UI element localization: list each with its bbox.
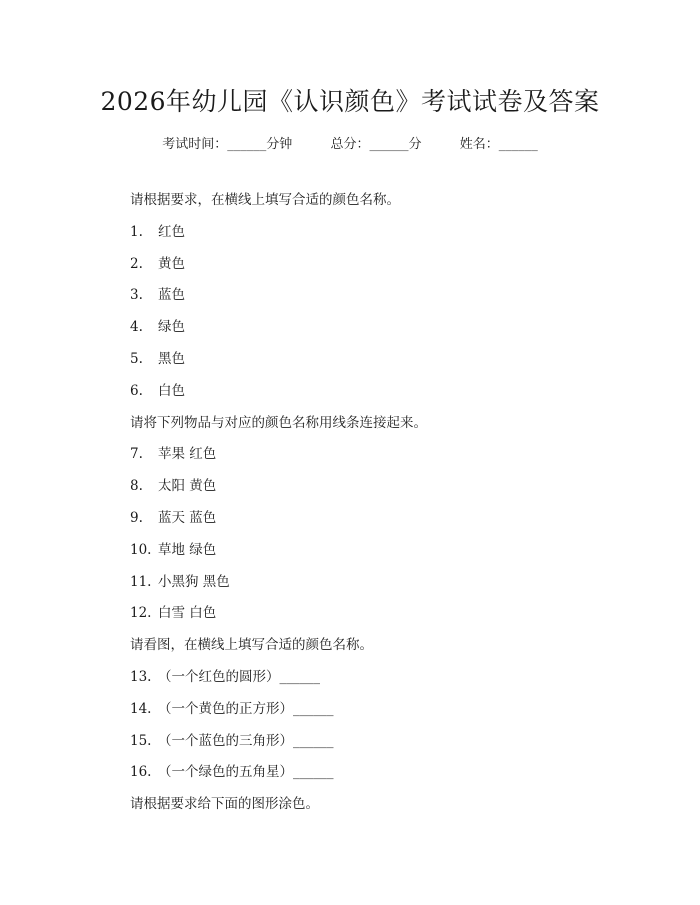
question-number: 1. [130,223,143,240]
question-number: 5. [130,350,143,367]
instruction-text: 请看图，在横线上填写合适的颜色名称。 [130,637,373,654]
question-item [130,762,650,794]
question-text: 绿色 [158,319,185,336]
question-text: 白色 [158,382,185,399]
section-instruction [130,635,650,667]
exam-meta [0,133,700,152]
question-text: （一个绿色的五角星）______ [158,764,334,781]
question-item [130,285,650,317]
question-item [130,381,650,413]
question-item [130,317,650,349]
question-text: 黄色 [158,255,185,272]
page-title: 2026年幼儿园《认识颜色》考试试卷及答案 [100,87,600,116]
question-number: 2. [130,255,143,272]
question-text: 草地 绿色 [158,541,217,558]
question-number: 8. [130,478,143,495]
question-item [130,222,650,254]
question-item [130,254,650,286]
question-item [130,444,650,476]
question-number: 9. [130,509,143,526]
exam-total-score: 总分：______分 [330,137,422,152]
section-instruction [130,413,650,445]
question-item [130,572,650,604]
question-text: 太阳 黄色 [158,478,217,495]
question-text: （一个红色的圆形）______ [158,668,320,685]
instruction-text: 请根据要求给下面的图形涂色。 [130,796,319,813]
question-text: 小黑狗 黑色 [158,573,230,590]
question-text: 蓝色 [158,287,185,304]
instruction-text: 请根据要求，在横线上填写合适的颜色名称。 [130,192,400,208]
question-text: （一个黄色的正方形）______ [158,700,334,717]
question-number: 13. [130,668,152,685]
question-text: 白雪 白色 [158,605,217,622]
question-number: 4. [130,319,143,336]
question-item [130,540,650,572]
section-instruction [130,190,650,222]
instruction-text: 请将下列物品与对应的颜色名称用线条连接起来。 [130,414,427,431]
question-number: 6. [130,382,143,399]
question-number: 15. [130,732,152,749]
question-number: 14. [130,700,152,717]
question-number: 12. [130,605,152,622]
question-number: 11. [130,573,152,590]
question-item [130,603,650,635]
question-number: 10. [130,541,152,558]
question-number: 7. [130,446,143,463]
question-item [130,349,650,381]
question-item [130,476,650,508]
section-instruction [130,794,650,826]
student-name-field: 姓名：______ [459,137,538,152]
question-text: 黑色 [158,350,185,367]
question-item [130,699,650,731]
question-item [130,731,650,763]
question-number: 16. [130,764,152,781]
question-item [130,508,650,540]
question-text: 蓝天 蓝色 [158,509,217,526]
question-text: 红色 [158,223,185,240]
exam-time: 考试时间：______分钟 [162,137,293,152]
question-number: 3. [130,287,143,304]
exam-content [130,190,650,826]
question-text: 苹果 红色 [158,446,217,463]
question-text: （一个蓝色的三角形）______ [158,732,334,749]
question-item [130,667,650,699]
